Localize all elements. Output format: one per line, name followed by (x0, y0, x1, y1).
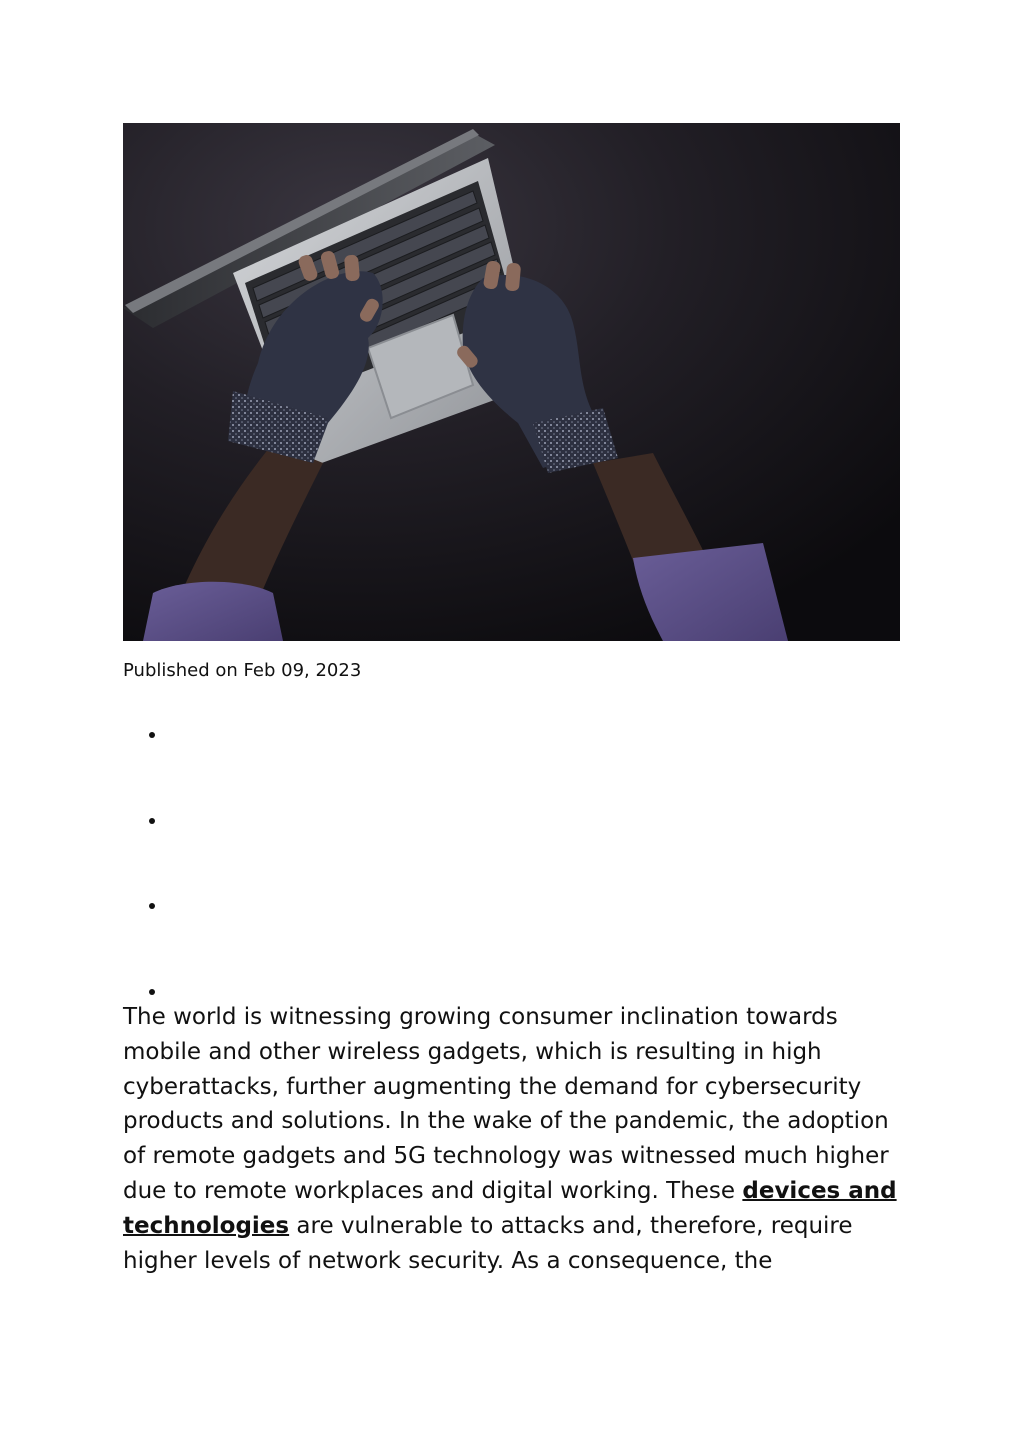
bullet-icon (149, 732, 155, 738)
hero-image (123, 123, 900, 641)
laptop-photo (123, 123, 900, 641)
bullet-icon (149, 989, 155, 995)
article-paragraph (123, 1000, 905, 1278)
share-list-item[interactable] (123, 796, 723, 882)
bullet-icon (149, 903, 155, 909)
share-list-item[interactable] (123, 710, 723, 796)
paragraph-text-before: The world is witnessing growing consumer inclination towards mobile and other wireless gadgets, which is resulting in high cyberattacks, further augmenting the demand for cybersecurity products and solutions. In the wake of the pandemic, the adoption of remote gadgets and 5G technology was witnessed much higher due to remote workplaces and digital working. These (123, 1004, 889, 1204)
devices-and-technologies-link[interactable]: devices and technologies (123, 1177, 897, 1239)
published-date: Published on Feb 09, 2023 (123, 660, 362, 681)
bullet-icon (149, 818, 155, 824)
paragraph-text-after: are vulnerable to attacks and, therefore, require higher levels of network security. As a consequence, the (123, 1212, 853, 1274)
share-list-item[interactable] (123, 881, 723, 967)
